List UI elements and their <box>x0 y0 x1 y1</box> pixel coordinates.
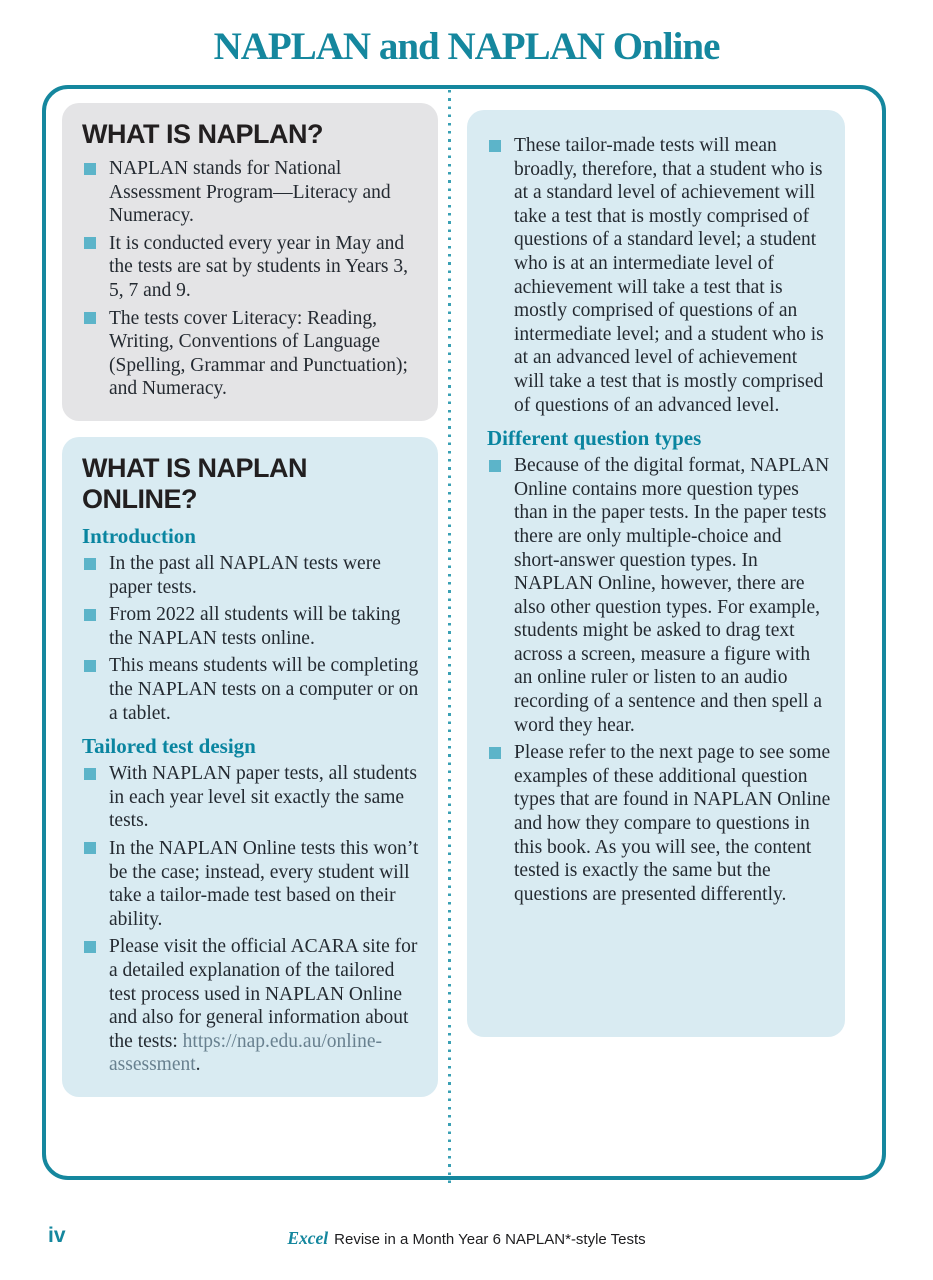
bullet-square-icon <box>84 163 96 175</box>
bullet-text: These tailor-made tests will mean broadly, therefore, that a student who is at a standard level of achievement will take a test that is mostly comprised of questions of a standard level; a student who is at an intermediate level of achievement will take a test that is mostly comprised of questions of an intermediate level; and a student who is at an advanced level of achievement will take a test that is mostly comprised of questions of an advanced level. <box>514 135 824 416</box>
footer-book-title <box>0 1228 933 1249</box>
bullet-text: Because of the digital format, NAPLAN Online contains more question types than in the paper tests. In the paper tests there are only multiple-choice and short-answer question types. In NAPLAN Online, however, there are also other question types. For example, students might be asked to drag text across a screen, measure a figure with an online ruler or listen to an audio recording of a sentence and then spell a word they hear. <box>514 455 830 736</box>
book-title-text: Revise in a Month Year 6 NAPLAN*-style Tests <box>334 1231 646 1248</box>
bullet-square-icon <box>84 312 96 324</box>
bullet-text: The tests cover Literacy: Reading, Writing, Conventions of Language (Spelling, Grammar and Punctuation); and Numeracy. <box>109 307 408 400</box>
bullet-text: In the NAPLAN Online tests this won’t be the case; instead, every student will take a tailor-made test based on their ability. <box>109 837 419 930</box>
introduction-subheading: Introduction <box>82 524 196 548</box>
bullet-item <box>82 157 424 228</box>
bullet-square-icon <box>84 941 96 953</box>
bullet-square-icon <box>84 558 96 570</box>
bullet-square-icon <box>489 140 501 152</box>
what-is-naplan-online-box <box>62 437 438 1097</box>
different-question-types-subheading: Different question types <box>487 426 702 451</box>
bullet-text: It is conducted every year in May and the tests are sat by students in Years 3, 5, 7 and 9. <box>109 232 408 301</box>
bullet-item <box>487 741 831 906</box>
bullet-text: NAPLAN stands for National Assessment Program—Literacy and Numeracy. <box>109 158 391 227</box>
page-number: iv <box>48 1224 66 1247</box>
column-divider-dotted-line <box>448 90 451 1183</box>
page-footer <box>0 1222 933 1262</box>
tailored-tests-detail-list <box>487 134 831 417</box>
bullet-text: From 2022 all students will be taking the NAPLAN tests online. <box>109 604 401 649</box>
bullet-item <box>82 552 424 599</box>
bullet-item <box>82 307 424 401</box>
page-title: NAPLAN and NAPLAN Online <box>213 25 720 68</box>
bullet-square-icon <box>84 609 96 621</box>
bullet-square-icon <box>489 747 501 759</box>
nap-website-link[interactable]: https://nap.edu.au/online-assessment <box>109 1030 382 1076</box>
tailored-test-design-subheading: Tailored test design <box>82 734 256 759</box>
bullet-square-icon <box>84 237 96 249</box>
bullet-square-icon <box>84 768 96 780</box>
bullet-text: Please visit the official ACARA site for a detailed explanation of the tailored test process used in NAPLAN Online and also for general information about the tests: https://nap.edu.au/online-assessment. <box>109 936 418 1076</box>
bullet-square-icon <box>84 842 96 854</box>
what-is-naplan-box <box>62 103 438 421</box>
bullet-item <box>487 454 831 737</box>
bullet-item <box>82 232 424 303</box>
bullet-text: Please refer to the next page to see some examples of these additional question types that are found in NAPLAN Online and how they compare to questions in this book. As you will see, the content tested is exactly the same but the questions are presented differently. <box>514 742 831 905</box>
tailored-tests-detail-box <box>467 110 845 1037</box>
different-question-types-list <box>487 454 831 906</box>
bullet-item <box>82 654 424 725</box>
bullet-item <box>82 603 424 650</box>
excel-brand-logo: Excel <box>287 1228 329 1248</box>
bullet-item <box>82 762 424 833</box>
bullet-text: With NAPLAN paper tests, all students in each year level sit exactly the same tests. <box>109 763 417 832</box>
what-is-naplan-online-heading: WHAT IS NAPLAN ONLINE? <box>82 453 307 514</box>
bullet-item <box>487 134 831 417</box>
bullet-item <box>82 837 424 931</box>
bullet-item <box>82 935 424 1077</box>
bullet-square-icon <box>84 660 96 672</box>
bullet-text: In the past all NAPLAN tests were paper tests. <box>109 553 381 598</box>
what-is-naplan-list <box>82 157 424 401</box>
what-is-naplan-heading: WHAT IS NAPLAN? <box>82 119 323 149</box>
bullet-square-icon <box>489 460 501 472</box>
bullet-text: This means students will be completing the NAPLAN tests on a computer or on a tablet. <box>109 655 419 724</box>
introduction-list <box>82 552 424 725</box>
tailored-test-design-list <box>82 762 424 1077</box>
